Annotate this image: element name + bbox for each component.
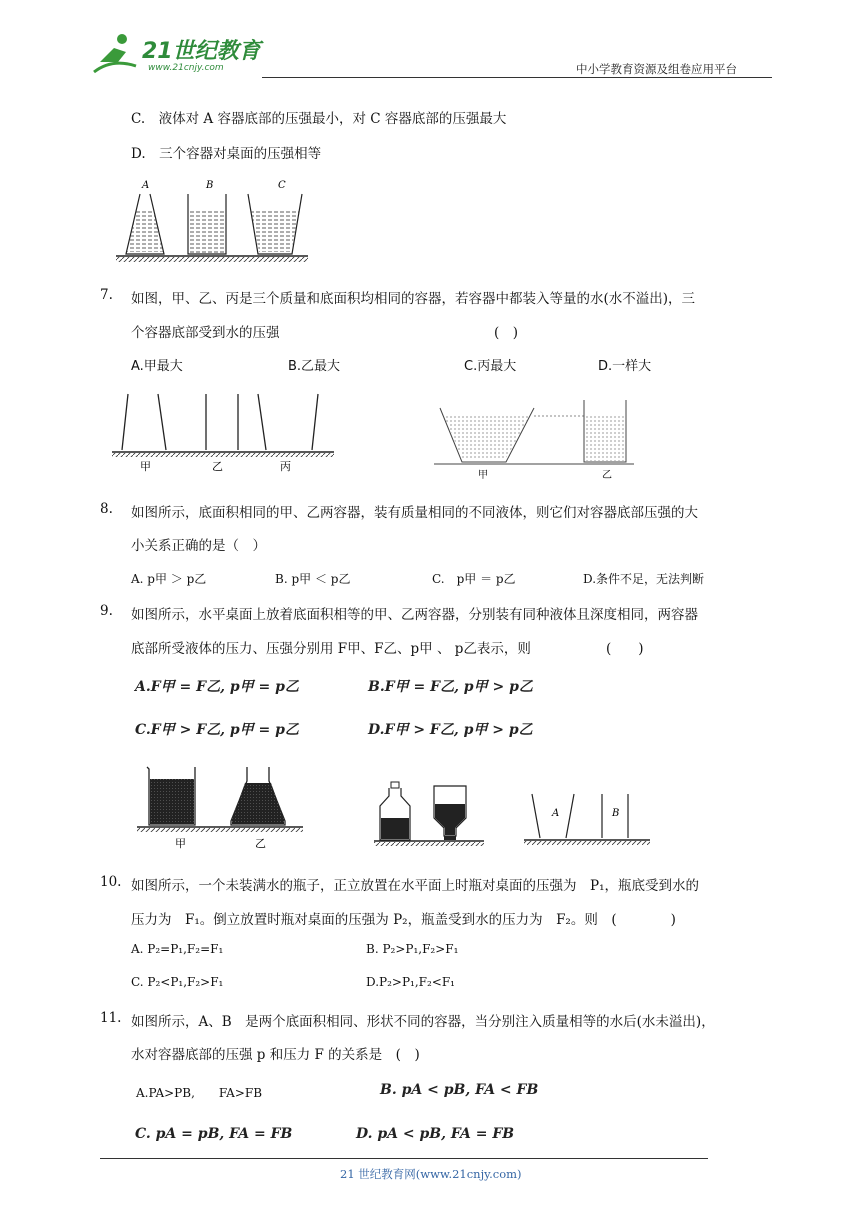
q9-fig-label-jia: 甲 [175, 837, 186, 850]
q7-option-a: A.甲最大 [131, 359, 183, 374]
runner-logo-icon [92, 32, 142, 76]
logo-subtext: www.21cnjy.com [148, 63, 224, 73]
q11-text-line1: 如图所示，A、B 是两个底面积相同、形状不同的容器，当分别注入质量相等的水后(水未溢出)， [131, 1014, 715, 1030]
q7-option-d: D.一样大 [598, 359, 652, 374]
q8-fig-label-yi: 乙 [602, 470, 612, 481]
q9-answer-bracket: ( ) [606, 641, 644, 657]
q8-option-d: D.条件不足，无法判断 [583, 572, 705, 586]
q8-fig-label-jia: 甲 [478, 470, 488, 481]
q6-option-c: C. 液体对 A 容器底部的压强最小，对 C 容器底部的压强最大 [131, 111, 507, 127]
q6-containers-figure [112, 174, 312, 270]
q10-option-d: D.P₂>P₁,F₂<F₁ [366, 975, 455, 989]
q11-text-line2: 水对容器底部的压强 p 和压力 F 的关系是 ( ) [131, 1047, 420, 1063]
q7-text-line1: 如图，甲、乙、丙是三个质量和底面积均相同的容器，若容器中都装入等量的水(水不溢出)，三 [131, 291, 696, 307]
q7-containers-figure [108, 390, 338, 476]
q9-option-b: B.F甲 = F乙, p甲 > p乙 [368, 679, 533, 695]
q8-option-a: A. p甲 ＞ p乙 [131, 572, 207, 586]
q8-containers-figure [434, 396, 634, 482]
q7-answer-bracket: ( ) [494, 325, 519, 341]
q8-option-c: C. p甲 ＝ p乙 [432, 572, 516, 586]
site-logo [92, 32, 262, 78]
q7-option-b: B.乙最大 [288, 359, 341, 374]
footer-link[interactable]: 21 世纪教育网(www.21cnjy.com) [340, 1167, 522, 1181]
q10-option-c: C. P₂<P₁,F₂>F₁ [131, 975, 224, 989]
q8-text-line2: 小关系正确的是（ ） [131, 538, 266, 554]
q7-fig1-label-yi: 乙 [212, 460, 223, 473]
q6-label-c: C [278, 180, 286, 191]
q11-option-a: A.PA>PB, FA>FB [136, 1086, 263, 1100]
q8-text-line1: 如图所示，底面积相同的甲、乙两容器，装有质量相同的不同液体，则它们对容器底部压强的大 [131, 505, 698, 521]
q11-option-c: C. pA = pB, FA = FB [135, 1126, 293, 1142]
q11-option-b: B. pA < pB, FA < FB [380, 1082, 539, 1098]
q9-containers-figure [135, 763, 305, 853]
q11-fig-label-b: B [612, 808, 620, 819]
header-divider [262, 77, 772, 78]
q11-option-d: D. pA < pB, FA = FB [356, 1126, 515, 1142]
q9-fig-label-yi: 乙 [255, 837, 266, 850]
logo-text: 21世纪教育 [142, 39, 261, 64]
footer-divider [100, 1158, 708, 1159]
q10-text-line2: 压力为 F₁。倒立放置时瓶对桌面的压强为 P₂，瓶盖受到水的压力为 F₂。则 ( ) [131, 912, 676, 928]
q11-fig-label-a: A [552, 808, 560, 819]
q10-text-line1: 如图所示，一个未装满水的瓶子，正立放置在水平面上时瓶对桌面的压强为 P₁，瓶底受到水的 [131, 878, 699, 894]
q9-text-line2: 底部所受液体的压力、压强分别用 F甲、F乙、p甲 、 p乙表示，则 [131, 641, 531, 657]
q7-option-c: C.丙最大 [464, 359, 517, 374]
q6-label-a: A [142, 180, 150, 191]
q6-option-d: D. 三个容器对桌面的压强相等 [131, 146, 322, 162]
q10-option-a: A. P₂=P₁,F₂=F₁ [131, 942, 224, 956]
q9-option-d: D.F甲 > F乙, p甲 > p乙 [368, 722, 533, 738]
q9-text-line1: 如图所示，水平桌面上放着底面积相等的甲、乙两容器，分别装有同种液体且深度相同，两容器 [131, 607, 698, 623]
q9-option-c: C.F甲 > F乙, p甲 = p乙 [135, 722, 299, 738]
q10-option-b: B. P₂>P₁,F₂>F₁ [366, 942, 459, 956]
q7-fig1-label-bing: 丙 [280, 460, 291, 473]
q8-number: 8. [100, 501, 113, 517]
q9-option-a: A.F甲 = F乙, p甲 = p乙 [135, 679, 299, 695]
q10-bottles-figure [374, 778, 484, 848]
q7-number: 7. [100, 287, 113, 303]
q10-number: 10. [100, 874, 122, 890]
q7-text-line2: 个容器底部受到水的压强 [131, 325, 280, 341]
q11-containers-figure [522, 790, 652, 850]
q6-label-b: B [206, 180, 214, 191]
q11-number: 11. [100, 1010, 122, 1026]
q7-fig1-label-jia: 甲 [140, 460, 151, 473]
q9-number: 9. [100, 603, 113, 619]
q8-option-b: B. p甲 ＜ p乙 [275, 572, 351, 586]
header-platform-text: 中小学教育资源及组卷应用平台 [576, 62, 737, 76]
